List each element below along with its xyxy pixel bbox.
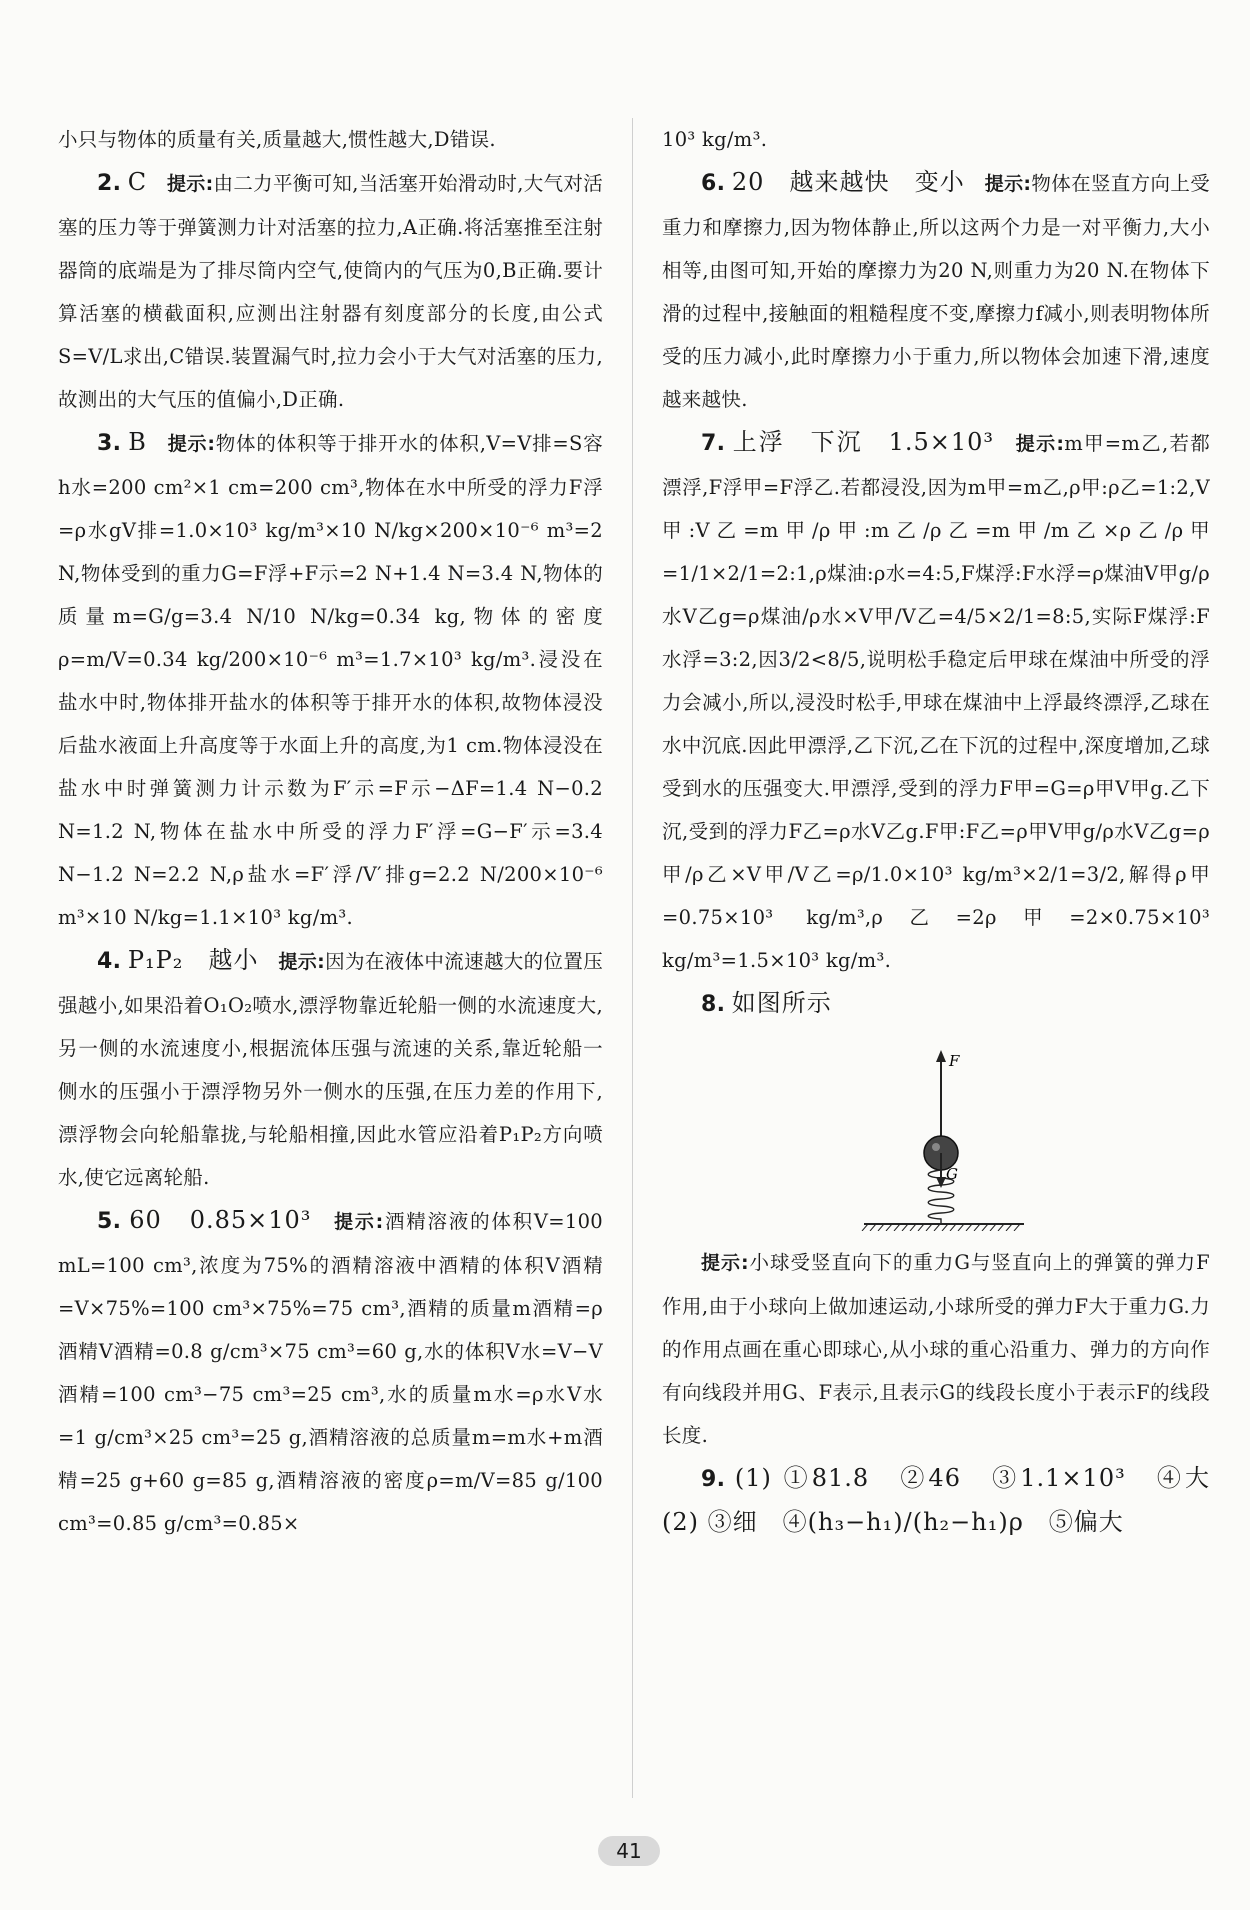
question-number: 9.: [701, 1467, 726, 1492]
hint-label: 提示:: [984, 173, 1032, 195]
answer-2: [58, 161, 603, 421]
answer-value: 如图所示: [731, 989, 832, 1017]
hint-text: 小球受竖直向下的重力G与竖直向上的弹簧的弹力F作用,由于小球向上做加速运动,小球所受的弹力F大于重力G.力的作用点画在重心即球心,从小球的重心沿重力、弹力的方向作有向线段并用G、F表示,且表示G的线段长度小于表示F的线段长度.: [662, 1251, 1210, 1447]
hint-text: 物体在竖直方向上受重力和摩擦力,因为物体静止,所以这两个力是一对平衡力,大小相等,由图可知,开始的摩擦力为20 N,则重力为20 N.在物体下滑的过程中,接触面的粗糙程度不变,摩擦力f减小,则表明物体所受的压力减小,此时摩擦力小于重力,所以物体会加速下滑,速度越来越快.: [662, 172, 1211, 411]
hint-label: 提示:: [278, 951, 326, 973]
hint-label: 提示:: [334, 1211, 384, 1233]
question-number: 2.: [97, 171, 122, 196]
answer-value: 上浮 下沉 1.5×10³: [732, 428, 995, 456]
hint-text: m甲=m乙,若都漂浮,F浮甲=F浮乙.若都浸没,因为m甲=m乙,ρ甲:ρ乙=1:2,V甲:V乙=m甲/ρ甲:m乙/ρ乙=m甲/m乙×ρ乙/ρ甲=1/1×2/1=2:1,ρ煤油:ρ水=4:5,F煤浮:F水浮=ρ煤油V甲g/ρ水V乙g=ρ煤油/ρ水×V甲/V乙=4/5×2/1=8:5,实际F煤浮:F水浮=3:2,因3/2<8/5,说明松手稳定后甲球在煤油中所受的浮力会减小,所以,浸没时松手,甲球在煤油中上浮最终漂浮,乙球在水中沉底.因此甲漂浮,乙下沉,乙在下沉的过程中,深度增加,乙球受到水的压强变大.甲漂浮,受到的浮力F甲=G=ρ甲V甲g.乙下沉,受到的浮力F乙=ρ水V乙g.F甲:F乙=ρ甲V甲g/ρ水V乙g=ρ甲/ρ乙×V甲/V乙=ρ/1.0×10³ kg/m³×2/1=3/2,解得ρ甲=0.75×10³ kg/m³,ρ乙=2ρ甲=2×0.75×10³ kg/m³=1.5×10³ kg/m³.: [662, 432, 1211, 972]
question-number: 7.: [701, 431, 726, 456]
question-number: 5.: [97, 1209, 122, 1234]
answer-5: [58, 1199, 603, 1545]
hint-label: 提示:: [701, 1252, 749, 1274]
hint-label: 提示:: [167, 433, 216, 455]
force-f-arrowhead: [936, 1050, 946, 1062]
paragraph-continued: 小只与物体的质量有关,质量越大,惯性越大,D错误.: [58, 128, 496, 151]
hint-text: 物体的体积等于排开水的体积,V=V排=S容h水=200 cm²×1 cm=200 cm³,物体在水中所受的浮力F浮=ρ水gV排=1.0×10³ kg/m³×10 N/kg×200×10⁻⁶ m³=2 N,物体受到的重力G=F浮+F示=2 N+1.4 N=3.4 N,物体的质量m=G/g=3.4 N/10 N/kg=0.34 kg,物体的密度ρ=m/V=0.34 kg/200×10⁻⁶ m³=1.7×10³ kg/m³.浸没在盐水中时,物体排开盐水的体积等于排开水的体积,故物体浸没后盐水液面上升高度等于水面上升的高度,为1 cm.物体浸没在盐水中时弹簧测力计示数为F′示=F示−ΔF=1.4 N−0.2 N=1.2 N,物体在盐水中所受的浮力F′浮=G−F′示=3.4 N−1.2 N=2.2 N,ρ盐水=F′浮/V′排g=2.2 N/200×10⁻⁶ m³×10 N/kg=1.1×10³ kg/m³.: [58, 432, 604, 929]
page-number: 41: [598, 1836, 660, 1866]
question-number: 8.: [701, 992, 726, 1017]
answer-3: [58, 421, 603, 939]
hint-label: 提示:: [1015, 433, 1065, 455]
hint-label: 提示:: [166, 173, 214, 195]
answer-4: [58, 939, 603, 1199]
left-column: [58, 118, 603, 1545]
answer-7: [662, 421, 1210, 982]
answer-value: 60 0.85×10³: [129, 1206, 312, 1234]
answer-value: B: [128, 428, 147, 456]
spring-ball-diagram: [662, 1046, 1210, 1231]
hint-text: 酒精溶液的体积V=100 mL=100 cm³,浓度为75%的酒精溶液中酒精的体积V酒精=V×75%=100 cm³×75%=75 cm³,酒精的质量m酒精=ρ酒精V酒精=0.8 g/cm³×75 cm³=60 g,水的体积V水=V−V酒精=100 cm³−75 cm³=25 cm³,水的质量m水=ρ水V水=1 g/cm³×25 cm³=25 g,酒精溶液的总质量m=m水+m酒精=25 g+60 g=85 g,酒精溶液的密度ρ=m/V=85 g/100 cm³=0.85 g/cm³=0.85×: [58, 1210, 603, 1535]
hint-text: 由二力平衡可知,当活塞开始滑动时,大气对活塞的压力等于弹簧测力计对活塞的拉力,A正确.将活塞推至注射器筒的底端是为了排尽筒内空气,使筒内的气压为0,B正确.要计算活塞的横截面积,应测出注射器有刻度部分的长度,由公式S=V/L求出,C错误.装置漏气时,拉力会小于大气对活塞的压力,故测出的大气压的值偏小,D正确.: [58, 172, 603, 411]
hint-text: 因为在液体中流速越大的位置压强越小,如果沿着O₁O₂喷水,漂浮物靠近轮船一侧的水流速度大,另一侧的水流速度小,根据流体压强与流速的关系,靠近轮船一侧水的压强小于漂浮物另外一侧水的压强,在压力差的作用下,漂浮物会向轮船靠拢,与轮船相撞,因此水管应沿着P₁P₂方向喷水,使它远离轮船.: [58, 950, 604, 1189]
paragraph-continued: 10³ kg/m³.: [662, 128, 768, 151]
answer-value: (1) ①81.8 ②46 ③1.1×10³ ④大 (2) ③细 ④(h₃−h₁)/(h₂−h₁)ρ ⑤偏大: [662, 1464, 1236, 1536]
answer-value: 20 越来越快 变小: [731, 168, 965, 196]
column-divider: [632, 118, 633, 1798]
ball-highlight: [932, 1143, 940, 1151]
question-number: 4.: [97, 949, 122, 974]
answer-value: C: [127, 168, 148, 196]
answer-6: [662, 161, 1210, 421]
right-column: [662, 118, 1236, 1545]
ground-hatching: [862, 1224, 1020, 1231]
answer-9: [662, 1457, 1236, 1545]
force-f-label: F: [949, 1052, 960, 1070]
force-g-label: G: [946, 1165, 958, 1183]
answer-value: P₁P₂ 越小: [127, 946, 259, 974]
answer-8: [662, 982, 1210, 1026]
question-number: 6.: [701, 171, 726, 196]
answer-8-hint: [662, 1241, 1210, 1457]
question-number: 3.: [97, 431, 122, 456]
